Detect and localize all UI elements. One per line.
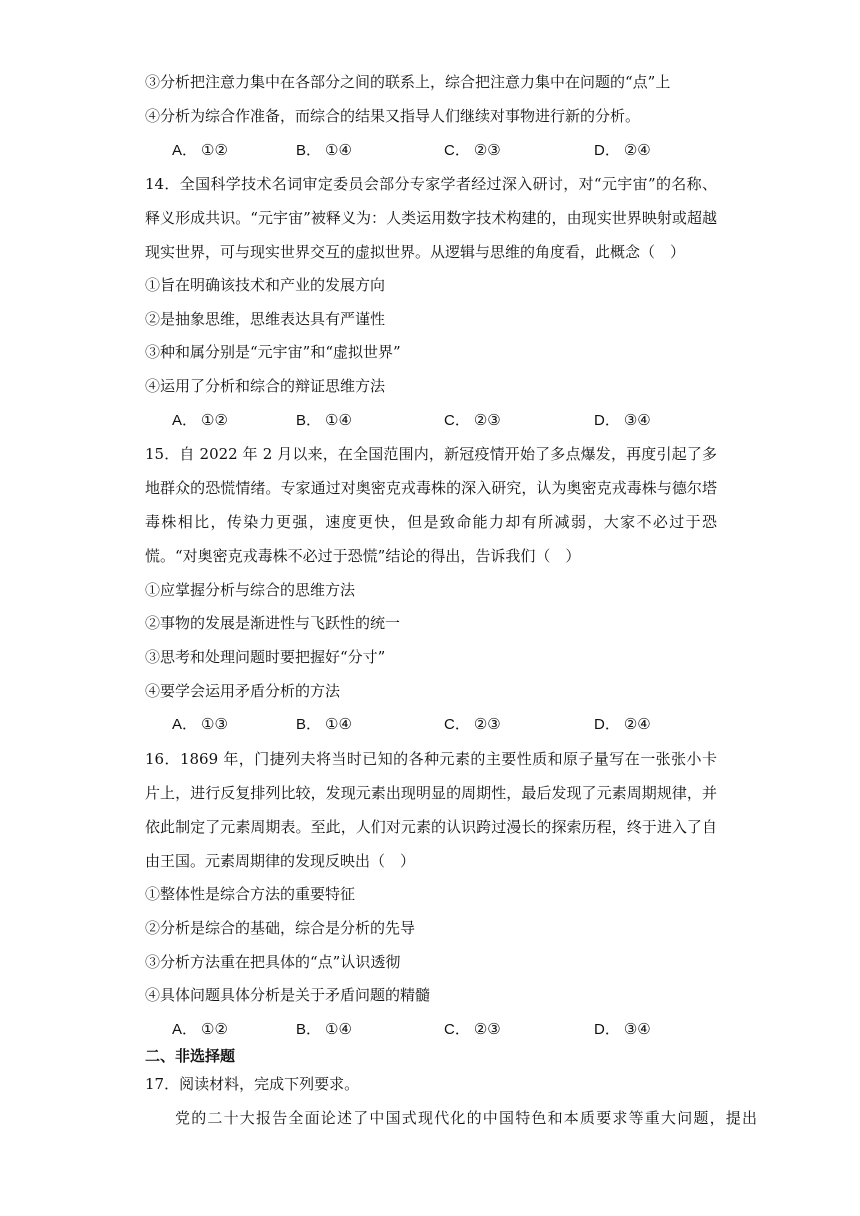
q16-option-d[interactable]: D． ③④ <box>594 1020 651 1038</box>
q16-option-c[interactable]: C． ②③ <box>444 1020 501 1038</box>
q16-options <box>172 1019 732 1039</box>
q16-stem: 16．1869 年，门捷列夫将当时已知的各种元素的主要性质和原子量写在一张张小卡片上，进行反复排列比较，发现元素出现明显的周期性，最后发现了元素周期规律，并依此制定了元素周期表。至此，人们对元素的认识跨过漫长的探索历程，终于进入了自由王国。元素周期律的发现反映出（ ） <box>145 750 717 870</box>
q13-option-a[interactable]: A． ①② <box>172 141 228 159</box>
q16-option-b[interactable]: B． ①④ <box>296 1020 352 1038</box>
q13-option-b[interactable]: B． ①④ <box>296 141 352 159</box>
q13-statement-4: ④分析为综合作准备，而综合的结果又指导人们继续对事物进行新的分析。 <box>145 107 641 125</box>
q17-material-paragraph: 党的二十大报告全面论述了中国式现代化的中国特色和本质要求等重大问题，提出 <box>175 1109 759 1127</box>
q14-statement-3: ③种和属分别是“元宇宙”和“虚拟世界” <box>145 343 401 361</box>
q15-options <box>172 714 732 734</box>
section-heading: 二、非选择题 <box>145 1047 236 1065</box>
q13-option-c[interactable]: C． ②③ <box>444 141 501 159</box>
q15-option-b[interactable]: B． ①④ <box>296 715 352 733</box>
q14-stem: 14．全国科学技术名词审定委员会部分专家学者经过深入研讨，对“元宇宙”的名称、释义形成共识。“元宇宙”被释义为：人类运用数字技术构建的，由现实世界映射或超越现实世界，可与现实世界交互的虚拟世界。从逻辑与思维的角度看，此概念（ ） <box>145 175 717 261</box>
q15-statement-4: ④要学会运用矛盾分析的方法 <box>145 682 341 700</box>
q14-statement-2: ②是抽象思维，思维表达具有严谨性 <box>145 310 386 328</box>
q13-option-d[interactable]: D． ②④ <box>594 141 651 159</box>
q15-stem: 15．自 2022 年 2 月以来，在全国范围内，新冠疫情开始了多点爆发，再度引起了多地群众的恐慌情绪。专家通过对奥密克戎毒株的深入研究，认为奥密克戎毒株与德尔塔毒株相比，传染力更强，速度更快，但是致命能力却有所减弱，大家不必过于恐慌。“对奥密克戎毒株不必过于恐慌”结论的得出，告诉我们（ ） <box>145 445 717 565</box>
q14-option-a[interactable]: A． ①② <box>172 411 228 429</box>
q14-options <box>172 410 732 430</box>
q15-statement-3: ③思考和处理问题时要把握好“分寸” <box>145 648 386 666</box>
q15-statement-2: ②事物的发展是渐进性与飞跃性的统一 <box>145 614 401 632</box>
q14-option-b[interactable]: B． ①④ <box>296 411 352 429</box>
q15-option-d[interactable]: D． ②④ <box>594 715 651 733</box>
q14-statement-4: ④运用了分析和综合的辩证思维方法 <box>145 377 386 395</box>
q14-option-d[interactable]: D． ③④ <box>594 411 651 429</box>
q15-option-a[interactable]: A． ①③ <box>172 715 228 733</box>
q13-statement-3: ③分析把注意力集中在各部分之间的联系上，综合把注意力集中在问题的“点”上 <box>145 73 671 91</box>
q14-option-c[interactable]: C． ②③ <box>444 411 501 429</box>
q16-statement-1: ①整体性是综合方法的重要特征 <box>145 885 356 903</box>
q16-statement-4: ④具体问题具体分析是关于矛盾问题的精髓 <box>145 986 431 1004</box>
q15-statement-1: ①应掌握分析与综合的思维方法 <box>145 581 356 599</box>
q17-stem: 17．阅读材料，完成下列要求。 <box>145 1075 360 1093</box>
q14-statement-1: ①旨在明确该技术和产业的发展方向 <box>145 276 386 294</box>
q16-option-a[interactable]: A． ①② <box>172 1020 228 1038</box>
q16-statement-3: ③分析方法重在把具体的“点”认识透彻 <box>145 953 401 971</box>
q13-options <box>172 140 732 160</box>
q16-statement-2: ②分析是综合的基础，综合是分析的先导 <box>145 919 416 937</box>
q15-option-c[interactable]: C． ②③ <box>444 715 501 733</box>
